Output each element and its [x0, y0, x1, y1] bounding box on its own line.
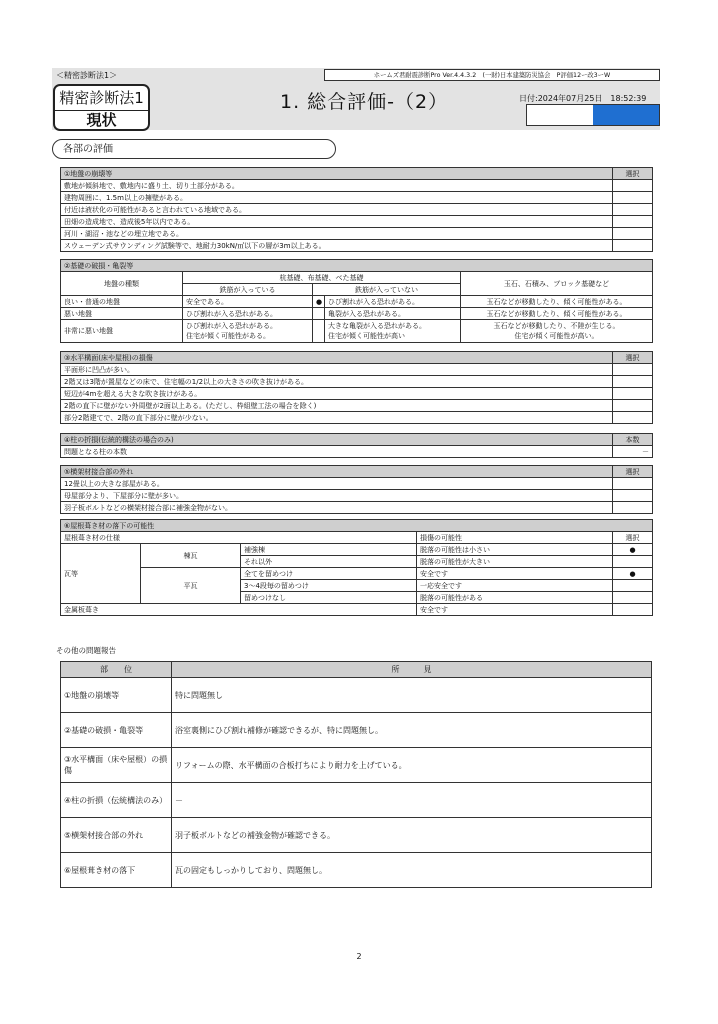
table-row: スウェーデン式サウンディング試験等で、地耐力30kN/㎡以下の層が3m以上ある。 — [61, 240, 653, 252]
selection-mark: ● — [613, 568, 653, 580]
table-row: 建物周囲に、1.5m以上の擁壁がある。 — [61, 192, 653, 204]
table-row: 付近は液状化の可能性があると言われている地域である。 — [61, 204, 653, 216]
selection-mark: ● — [613, 544, 653, 556]
page-title: 1. 総合評価-（2） — [280, 91, 449, 113]
table-row: ③水平構面（床や屋根）の損傷 リフォームの際、水平構面の合板打ちにより耐力を上げている。 — [61, 748, 652, 783]
table-row: 2階の直下に壁がない外周壁が2面以上ある。(ただし、枠組壁工法の場合を除く) — [61, 400, 653, 412]
table-row: 非常に悪い地盤 ひび割れが入る恐れがある。 住宅が傾く可能性がある。 大きな亀裂が入る恐れがある。 住宅が傾く可能性が高い 玉石などが移動したり、不陸が生じる。 住宅が傾く可能性が高い。 — [61, 320, 653, 343]
table-row: 良い・普通の地盤 安全である。 ● ひび割れが入る恐れがある。 玉石などが移動したり、傾く可能性がある。 — [61, 296, 653, 308]
section-title: 各部の評価 — [52, 139, 336, 159]
table-row: ④柱の折損（伝統構法のみ） － — [61, 783, 652, 818]
table-row: 短辺が4mを超える大きな吹き抜けがある。 — [61, 388, 653, 400]
table-foundation: ②基礎の破損・亀裂等 地盤の種類 杭基礎、布基礎、べた基礎 玉石、石積み、ブロック基礎など 鉄筋が入っている 鉄筋が入っていない 良い・普通の地盤 安全である。 ● ひび割れが入る恐れがある。 玉石などが移動したり、傾く可能性がある。 悪い地盤 ひび割れが入る恐れがある。 亀裂が入る恐れがある。 玉石などが移動したり、傾く可能性がある。 非常に悪い地盤 ひび割れが入る恐れがある。 住宅が傾く可能性がある。 大きな亀裂が入る恐れがある。 住宅が傾く可能性が高い 玉石などが移動したり、不陸が生じる。 住宅が傾く可能性が高い。 — [60, 259, 653, 343]
table-row: ⑥屋根葺き材の落下 瓦の固定もしっかりしており、問題無し。 — [61, 853, 652, 888]
date-stamp: 日付:2024年07月25日 18:52:39 — [519, 94, 647, 103]
table-row: ②基礎の破損・亀裂等 浴室裏側にひび割れ補修が確認できるが、特に問題無し。 — [61, 713, 652, 748]
table-row: ①地盤の崩壊等 特に問題無し — [61, 678, 652, 713]
table-row: 2階又は3階が置屋などの床で、住宅幅の1/2以上の大きさの吹き抜けがある。 — [61, 376, 653, 388]
table-row: 河川・湖沼・池などの埋立地である。 — [61, 228, 653, 240]
table-row: 問題となる柱の本数 － — [61, 446, 653, 458]
table-row: 母屋部分より、下屋部分に壁が多い。 — [61, 490, 653, 502]
progress-fill — [593, 105, 659, 125]
table-horizontal-plane: ③水平構面(床や屋根)の損傷 選択 平面形に凹凸が多い。 2階又は3階が置屋などの床で、住宅幅の1/2以上の大きさの吹き抜けがある。 短辺が4mを超える大きな吹き抜けがある。 2階の直下に壁がない外周壁が2面以上ある。(ただし、枠組壁工法の場合を除く) 部分2階建てで、2階の直下部分に壁が少ない。 — [60, 351, 653, 424]
table-row: 敷地が傾斜地で、敷地内に盛り土、切り土部分がある。 — [61, 180, 653, 192]
table-title: ①地盤の崩壊等 — [61, 168, 613, 180]
software-info: ホームズ君耐震診断Pro Ver.4.4.3.2 (一財)日本建築防災協会 P評価12ー改3ーW — [324, 69, 660, 81]
table-ground-collapse — [60, 167, 653, 252]
table-title: ⑤横架材接合部の外れ — [61, 466, 613, 478]
method-title: 精密診断法1 — [59, 89, 144, 107]
method-subtitle: 現状 — [86, 111, 117, 129]
method-box — [53, 84, 150, 131]
table-row: 瓦等 棟瓦 補強棟 脱落の可能性は小さい ● — [61, 544, 653, 556]
table-row: 金属板葺き 安全です — [61, 604, 653, 616]
progress-bar — [526, 104, 660, 126]
table-row: それ以外 脱落の可能性が大きい — [61, 556, 653, 568]
table-other-report: 部 位 所 見 ①地盤の崩壊等 特に問題無し ②基礎の破損・亀裂等 浴室裏側にひび割れ補修が確認できるが、特に問題無し。 ③水平構面（床や屋根）の損傷 リフォームの際、水平構面の合板打ちにより耐力を上げている。 ④柱の折損（伝統構法のみ） － ⑤横架材接合部の外れ 羽子板ボルトなどの補強金物が確認できる。 ⑥屋根葺き材の落下 瓦の固定もしっかりしており、問題無し。 — [60, 661, 652, 888]
table-row: 留めつけなし 脱落の可能性がある — [61, 592, 653, 604]
table-beam-joint: ⑤横架材接合部の外れ 選択 12畳以上の大きな部屋がある。 母屋部分より、下屋部分に壁が多い。 羽子板ボルトなどの横架材接合部に補強金物がない。 — [60, 465, 653, 514]
document-tag: ＜精密診断法1＞ — [56, 71, 118, 80]
table-row: 平面形に凹凸が多い。 — [61, 364, 653, 376]
table-title: ⑥屋根葺き材の落下の可能性 — [61, 520, 653, 532]
other-report-label: その他の問題報告 — [56, 646, 116, 655]
table-roof-material: ⑥屋根葺き材の落下の可能性 屋根葺き材の仕様 損傷の可能性 選択 瓦等 棟瓦 補強棟 脱落の可能性は小さい ● それ以外 脱落の可能性が大きい 平瓦 全てを留めつけ 安全です ● 3～4段毎の留めつけ 一応安全です 留めつけなし 脱落の可能性がある 金属板葺き 安全です — [60, 519, 653, 616]
selection-mark: ● — [313, 296, 325, 308]
table-title: ④柱の折損(伝統的構法の場合のみ) — [61, 434, 613, 446]
table-row: 部分2階建てで、2階の直下部分に壁が少ない。 — [61, 412, 653, 424]
table-row: 羽子板ボルトなどの横架材接合部に補強金物がない。 — [61, 502, 653, 514]
table-row: 悪い地盤 ひび割れが入る恐れがある。 亀裂が入る恐れがある。 玉石などが移動したり、傾く可能性がある。 — [61, 308, 653, 320]
table-title: ②基礎の破損・亀裂等 — [61, 260, 653, 272]
table-row: 田畑の造成地で、造成後5年以内である。 — [61, 216, 653, 228]
table-row: 12畳以上の大きな部屋がある。 — [61, 478, 653, 490]
page-number: 2 — [356, 952, 362, 961]
table-row: ⑤横架材接合部の外れ 羽子板ボルトなどの補強金物が確認できる。 — [61, 818, 652, 853]
table-title: ③水平構面(床や屋根)の損傷 — [61, 352, 613, 364]
table-row: 平瓦 全てを留めつけ 安全です ● — [61, 568, 653, 580]
select-header: 選択 — [613, 168, 653, 180]
table-row: 3～4段毎の留めつけ 一応安全です — [61, 580, 653, 592]
table-column-break: ④柱の折損(伝統的構法の場合のみ) 本数 問題となる柱の本数 － — [60, 433, 653, 458]
